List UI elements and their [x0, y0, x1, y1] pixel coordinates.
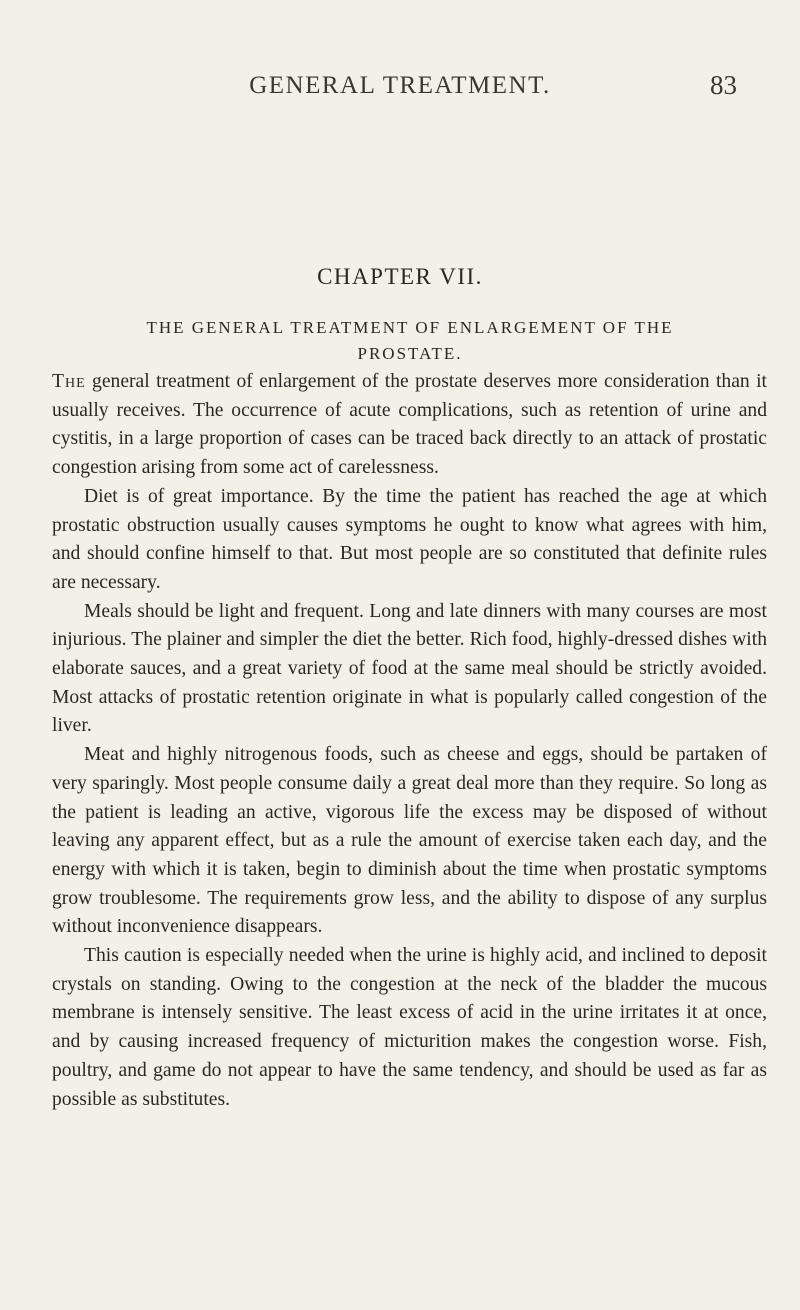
paragraph-text: general treatment of enlargement of the prostate deserves more consideration than it usually receives. The occurrence of acute complications, such as retention of urine and cystitis, in a large proportion of cases can be traced back directly to an attack of prostatic congestion arising from some act of carelessness.: [52, 371, 767, 479]
body-text: [52, 368, 767, 1114]
paragraph-lead: The: [52, 371, 86, 392]
running-head: GENERAL TREATMENT.: [249, 72, 551, 99]
paragraph: Meals should be light and frequent. Long and late dinners with many courses are most injurious. The plainer and simpler the diet the better. Rich food, highly-dressed dishes with elaborate sauces, and a great variety of food at the same meal should be strictly avoided. Most attacks of prostatic retention originate in what is popularly called congestion of the liver.: [52, 600, 767, 737]
paragraph: [52, 368, 767, 483]
paragraph: Meat and highly nitrogenous foods, such as cheese and eggs, should be partaken of very sparingly. Most people consume daily a great deal more than they require. So long as the patient is leading an active, vigorous life the excess may be disposed of without leaving any apparent effect, but as a rule the amount of exercise taken each day, and the energy with which it is taken, begin to diminish about the time when prostatic symptoms grow troublesome. The requirements grow less, and the ability to dispose of any surplus without inconvenience disappears.: [52, 744, 767, 938]
chapter-number: CHAPTER VII.: [317, 264, 483, 289]
paragraph: Diet is of great importance. By the time the patient has reached the age at which prostatic obstruction usually causes symptoms he ought to know what agrees with him, and should confine himself to that. But most people are so constituted that definite rules are necessary.: [52, 485, 767, 593]
paragraph: This caution is especially needed when the urine is highly acid, and inclined to deposit crystals on standing. Owing to the congestion at the neck of the bladder the mucous membrane is intensely sensitive. The least excess of acid in the urine irritates it at once, and by causing increased frequency of micturition makes the congestion worse. Fish, poultry, and game do not appear to have the same tendency, and should be used as far as possible as substitutes.: [52, 945, 767, 1110]
page-number: 83: [710, 70, 737, 100]
chapter-title: THE GENERAL TREATMENT OF ENLARGEMENT OF THE PROSTATE.: [146, 318, 674, 363]
